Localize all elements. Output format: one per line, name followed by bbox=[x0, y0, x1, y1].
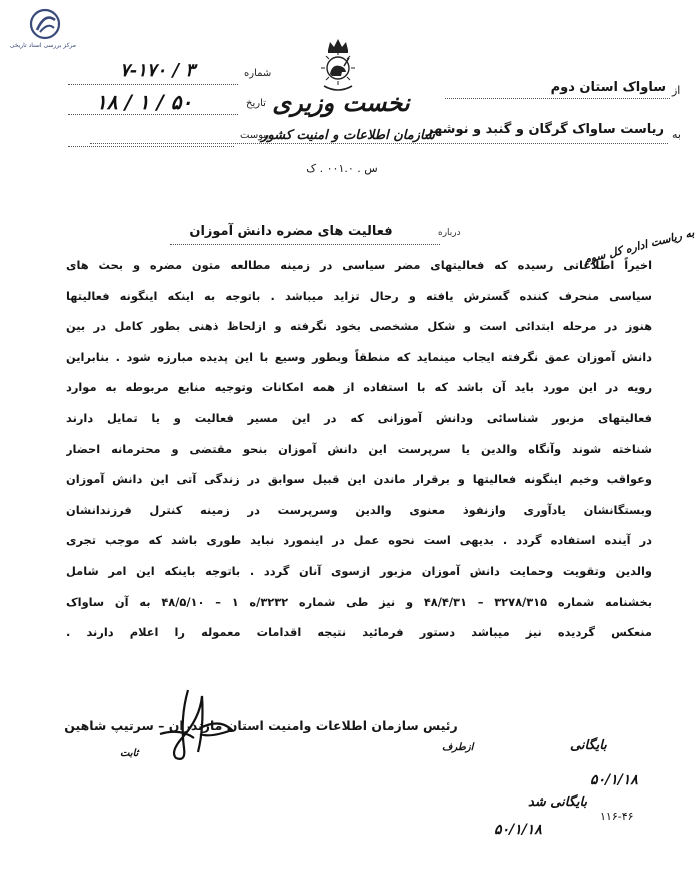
from-label: از bbox=[672, 84, 681, 97]
from-value: ساواک استان دوم bbox=[550, 80, 666, 95]
archive-reference: ۱۱۶-۴۶ bbox=[600, 810, 634, 823]
attachment-label: پیوست bbox=[240, 130, 270, 141]
ministry-title: نخست وزیری bbox=[272, 88, 410, 117]
lion-and-sun-crown-emblem-icon bbox=[318, 36, 358, 94]
archive-logo bbox=[9, 8, 76, 49]
date-underline bbox=[68, 114, 238, 115]
body-line: سیاسی منحرف کننده گسترش یافته و رحال تزاید میباشد . باتوجه به اینکه اینگونه فعالیتها bbox=[66, 288, 652, 303]
subject-underline bbox=[170, 244, 440, 245]
body-line: در آینده استفاده گردد . بدیهی است نحوه عمل در اینمورد نباید طوری باشد که موجب تجری bbox=[66, 533, 652, 548]
date-value: ۱۸ / ۱ / ۵۰ bbox=[96, 90, 193, 114]
body-line: وبستگانشان یادآوری وازنفوذ معنوی والدین وسرپرست در زمینه کنترل فرزندانشان bbox=[66, 502, 652, 517]
from-underline bbox=[445, 98, 670, 99]
subject-value: فعالیت های مضره دانش آموزان bbox=[189, 224, 393, 239]
subject-label: درباره bbox=[438, 228, 461, 238]
office-title: سازمان اطلاعات و امنیت کشور bbox=[261, 128, 435, 143]
body-line: رویه در این مورد باید آن باشد که با استفاده از همه امکانات وتوجیه منابع مربوطه به موارد bbox=[66, 380, 652, 395]
body-line: وعواقب وخیم اینگونه فعالیتها و برقرار ماندن این قبیل سوابق در زندگی آتی این دانش آموزان bbox=[66, 472, 652, 487]
body-line: دانش آموزان عمق نگرفته ایجاب مینماید که منطقاً وبطور وسیع با این پدیده مبارزه شود . بنابراین bbox=[66, 349, 652, 364]
body-line: شناخته شوند وآنگاه والدین یا سرپرست این دانش آموزان بنحو مقتضی و محترمانه احضار bbox=[66, 441, 652, 456]
attachment-underline bbox=[68, 146, 234, 147]
body-line: بخشنامه شماره ۳۲۷۸/۳۱۵ – ۴۸/۴/۳۱ و نیز طی شماره ۳۲۳۲/ه ۱ – ۴۸/۵/۱۰ به آن ساواک bbox=[66, 594, 652, 609]
body-line: منعکس گردیده نیز میباشد دستور فرمائید نتیجه اقدامات معموله را اعلام دارند . bbox=[66, 625, 652, 640]
archive-label: مرکز بررسی اسناد تاریخی bbox=[9, 42, 76, 49]
body-line: هنوز در مرحله ابتدائی است و شکل مشخصی بخود نگرفته و ازلحاظ ذهنی بطور کامل در بین bbox=[66, 319, 652, 334]
signer-title: رئیس سازمان اطلاعات وامنیت استان مازندران – سرتیپ شاهین bbox=[64, 718, 458, 733]
to-label: به bbox=[672, 128, 681, 141]
date-label: تاریخ bbox=[246, 98, 266, 109]
signature-note-left: ثابت bbox=[120, 748, 139, 759]
signature-note-right: ازطرف bbox=[442, 742, 474, 753]
number-label: شماره bbox=[244, 68, 272, 79]
body-line: اخیراً اطلاعاتی رسیده که فعالیتهای مضر سیاسی در زمینه مطالعه متون مضره و بحث های bbox=[66, 258, 652, 272]
number-underline bbox=[68, 84, 238, 85]
body-line: والدین وتقویت وحمایت دانش آموزان مزبور ازسوی آنان گردد . باتوجه باینکه این امر شامل bbox=[66, 563, 652, 578]
handwritten-note: بایگانی شد bbox=[528, 795, 588, 810]
margin-note: به ریاست اداره کل سوم bbox=[582, 226, 696, 267]
letter-body bbox=[66, 250, 652, 648]
handwritten-note: بایگانی bbox=[570, 738, 607, 753]
number-value: ۷-۱۷۰ / ۳ bbox=[120, 60, 195, 81]
to-underline bbox=[90, 143, 668, 144]
handwritten-date: ۵۰/۱/۱۸ bbox=[590, 772, 638, 788]
body-line: فعالیتهای مزبور شناسائی ودانش آموزانی که در این مسیر فعالیت و یا تمایل دارند bbox=[66, 410, 652, 425]
office-code: س . ۰۰۱.۰ . ک bbox=[306, 162, 378, 175]
to-value: ریاست ساواک گرگان و گنبد و نوشهر bbox=[426, 122, 664, 137]
handwritten-date: ۵۰/۱/۱۸ bbox=[494, 822, 542, 838]
archive-logo-icon bbox=[28, 8, 62, 40]
